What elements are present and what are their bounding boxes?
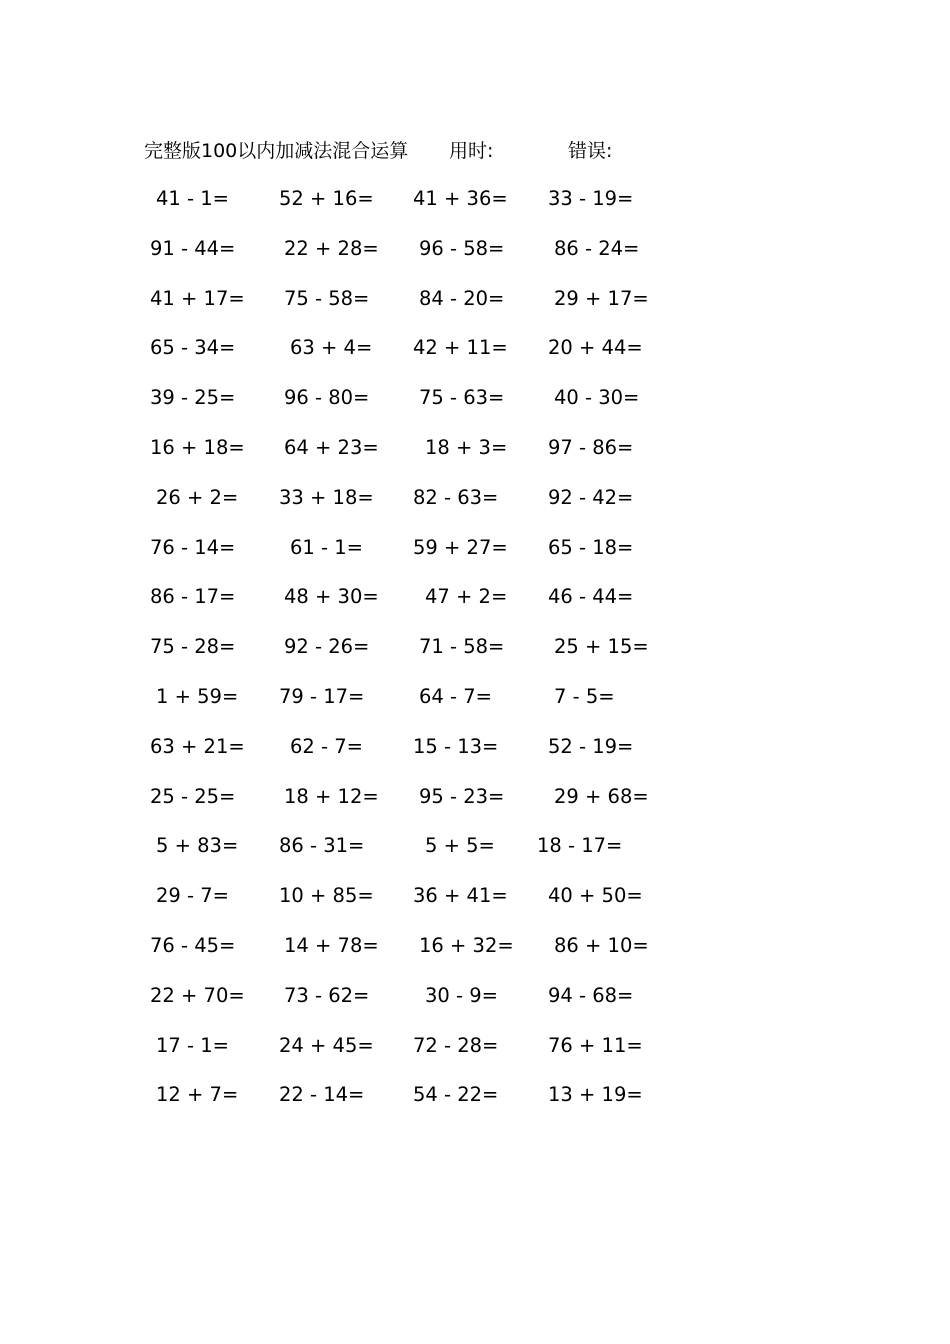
problem-item: 76 - 45=	[150, 933, 236, 957]
problem-item: 24 + 45=	[279, 1033, 374, 1057]
problem-item: 91 - 44=	[150, 236, 236, 260]
worksheet-title: 完整版100以内加减法混合运算	[144, 140, 409, 162]
problem-item: 16 + 32=	[419, 933, 514, 957]
worksheet-header	[0, 136, 950, 166]
problem-row	[0, 582, 950, 632]
problem-row	[0, 533, 950, 583]
problem-item: 76 + 11=	[548, 1033, 643, 1057]
problem-item: 62 - 7=	[290, 734, 363, 758]
problem-item: 39 - 25=	[150, 386, 236, 410]
problem-item: 1 + 59=	[156, 684, 239, 708]
problem-item: 63 + 21=	[150, 734, 245, 758]
problem-item: 86 - 31=	[279, 834, 365, 858]
problem-item: 33 - 19=	[548, 187, 634, 210]
problem-item: 82 - 63=	[413, 485, 499, 509]
problem-row	[0, 831, 950, 881]
problem-item: 72 - 28=	[413, 1033, 499, 1057]
problem-item: 65 - 34=	[150, 336, 236, 360]
problem-item: 52 + 16=	[279, 187, 374, 210]
problem-item: 63 + 4=	[290, 336, 373, 360]
problem-item: 76 - 14=	[150, 535, 236, 559]
problem-item: 95 - 23=	[419, 784, 505, 808]
problem-item: 36 + 41=	[413, 884, 508, 908]
problem-item: 20 + 44=	[548, 336, 643, 360]
problem-item: 84 - 20=	[419, 286, 505, 310]
problem-item: 64 - 7=	[419, 684, 492, 708]
problem-row	[0, 732, 950, 782]
problem-item: 17 - 1=	[156, 1033, 229, 1057]
problem-item: 29 + 17=	[554, 286, 649, 310]
problem-row	[0, 433, 950, 483]
problem-item: 40 + 50=	[548, 884, 643, 908]
problem-item: 18 - 17=	[537, 834, 623, 858]
problem-row	[0, 234, 950, 284]
problem-row	[0, 782, 950, 832]
problem-item: 75 - 63=	[419, 386, 505, 410]
problem-item: 61 - 1=	[290, 535, 363, 559]
problem-item: 22 - 14=	[279, 1083, 365, 1107]
problem-item: 86 - 24=	[554, 236, 640, 260]
problem-item: 29 - 7=	[156, 884, 229, 908]
problem-item: 30 - 9=	[425, 983, 498, 1007]
problem-row	[0, 184, 950, 234]
error-label: 错误:	[568, 140, 613, 162]
problem-item: 42 + 11=	[413, 336, 508, 360]
problem-row	[0, 284, 950, 334]
problem-item: 96 - 80=	[284, 386, 370, 410]
problem-item: 41 - 1=	[156, 187, 229, 210]
problem-item: 29 + 68=	[554, 784, 649, 808]
problem-item: 14 + 78=	[284, 933, 379, 957]
problem-item: 22 + 70=	[150, 983, 245, 1007]
problem-item: 79 - 17=	[279, 684, 365, 708]
problem-row	[0, 881, 950, 931]
problem-item: 16 + 18=	[150, 435, 245, 459]
problem-item: 26 + 2=	[156, 485, 239, 509]
problem-item: 33 + 18=	[279, 485, 374, 509]
problem-item: 40 - 30=	[554, 386, 640, 410]
problem-item: 86 + 10=	[554, 933, 649, 957]
problem-item: 71 - 58=	[419, 635, 505, 659]
problem-item: 73 - 62=	[284, 983, 370, 1007]
problem-row	[0, 632, 950, 682]
problem-item: 7 - 5=	[554, 684, 615, 708]
problem-row	[0, 333, 950, 383]
problem-item: 47 + 2=	[425, 585, 508, 609]
problem-item: 48 + 30=	[284, 585, 379, 609]
problem-item: 92 - 42=	[548, 485, 634, 509]
problem-item: 25 + 15=	[554, 635, 649, 659]
problem-item: 54 - 22=	[413, 1083, 499, 1107]
problem-item: 92 - 26=	[284, 635, 370, 659]
problem-item: 41 + 17=	[150, 286, 245, 310]
problem-row	[0, 981, 950, 1031]
problem-row	[0, 1031, 950, 1081]
problem-row	[0, 931, 950, 981]
problem-item: 10 + 85=	[279, 884, 374, 908]
problem-item: 65 - 18=	[548, 535, 634, 559]
problem-item: 59 + 27=	[413, 535, 508, 559]
problem-item: 52 - 19=	[548, 734, 634, 758]
problem-row	[0, 682, 950, 732]
problem-row	[0, 1080, 950, 1130]
problem-item: 5 + 83=	[156, 834, 239, 858]
problem-row	[0, 383, 950, 433]
problem-item: 64 + 23=	[284, 435, 379, 459]
problem-item: 86 - 17=	[150, 585, 236, 609]
problem-item: 13 + 19=	[548, 1083, 643, 1107]
problem-item: 96 - 58=	[419, 236, 505, 260]
problem-item: 94 - 68=	[548, 983, 634, 1007]
problem-item: 15 - 13=	[413, 734, 499, 758]
problem-item: 18 + 12=	[284, 784, 379, 808]
time-label: 用时:	[449, 140, 494, 162]
problem-item: 75 - 28=	[150, 635, 236, 659]
problem-row	[0, 483, 950, 533]
problem-item: 5 + 5=	[425, 834, 495, 858]
problem-item: 18 + 3=	[425, 435, 508, 459]
problem-item: 12 + 7=	[156, 1083, 239, 1107]
problem-item: 25 - 25=	[150, 784, 236, 808]
problem-item: 97 - 86=	[548, 435, 634, 459]
problem-item: 75 - 58=	[284, 286, 370, 310]
problem-item: 22 + 28=	[284, 236, 379, 260]
problem-item: 46 - 44=	[548, 585, 634, 609]
problem-grid	[0, 184, 950, 1130]
problem-item: 41 + 36=	[413, 187, 508, 210]
